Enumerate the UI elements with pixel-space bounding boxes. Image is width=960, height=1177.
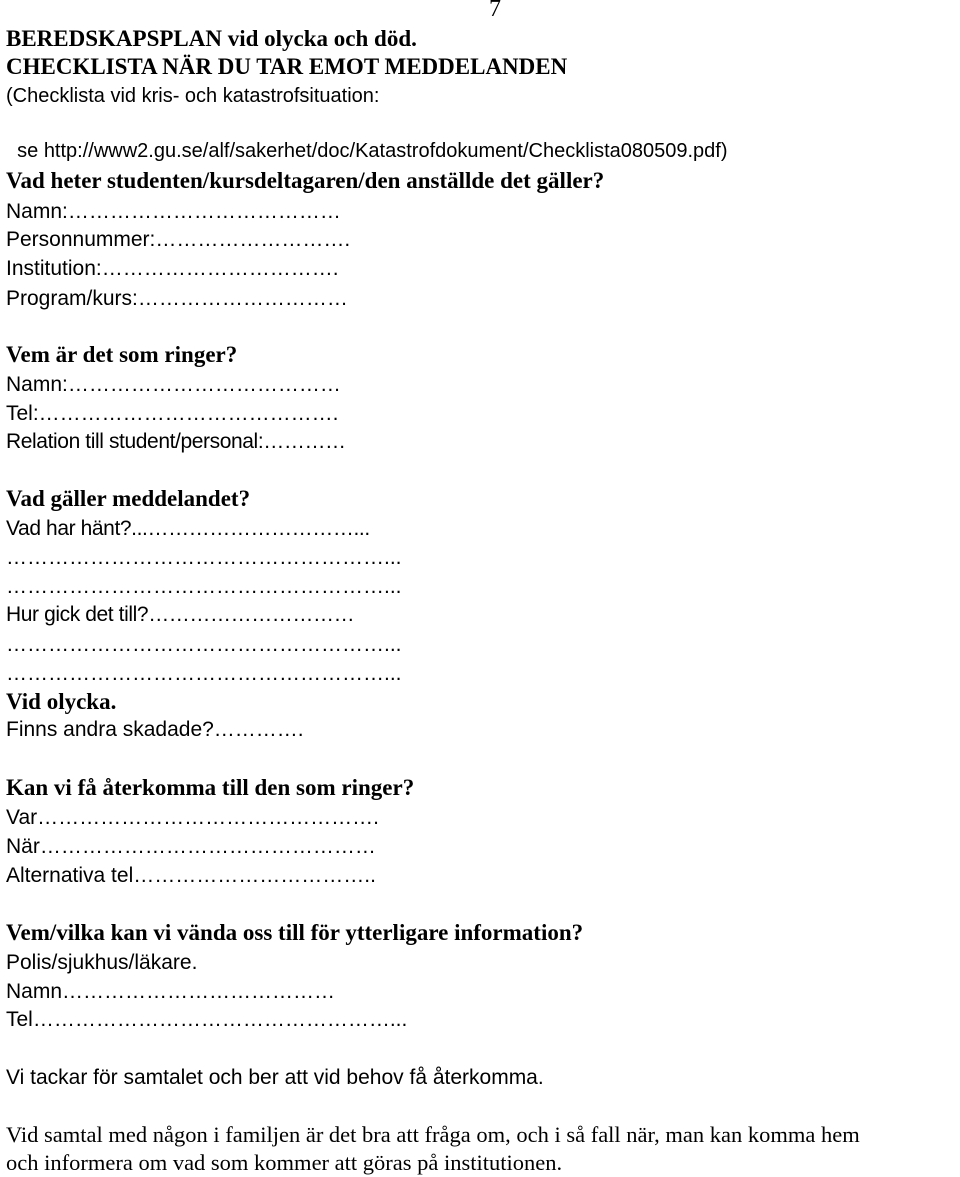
reference-url-line (6, 109, 728, 165)
student-program-field: Program/kurs:………………………… (6, 287, 348, 310)
info-name-field: Namn………………………………… (6, 980, 336, 1003)
student-personnummer-field: Personnummer:………………………. (6, 228, 351, 251)
reference-link[interactable]: http://www2.gu.se/alf/sakerhet/doc/Katastrofdokument/Checklista080509.pdf (43, 140, 721, 162)
student-name-field: Namn:………………………………… (6, 200, 341, 223)
document-subtitle: CHECKLISTA NÄR DU TAR EMOT MEDDELANDEN (6, 54, 568, 79)
message-what-happened: Vad har hänt?...…………………………... (6, 517, 370, 540)
message-heading: Vad gäller meddelandet? (6, 486, 251, 511)
message-how-happened: Hur gick det till?………………………… (6, 603, 355, 626)
info-tel-field: Tel……………………………………………... (6, 1008, 408, 1031)
student-institution-field: Institution:……………………………. (6, 257, 339, 280)
message-dots-line: ………………………………………………... (6, 575, 402, 598)
callback-where-field: Var…………………………………………. (6, 806, 379, 829)
caller-tel-field: Tel:……………………………………. (6, 402, 339, 425)
reference-line: (Checklista vid kris- och katastrofsituation: (6, 85, 380, 107)
reference-suffix: ) (720, 140, 728, 162)
callback-alt-tel-field: Alternativa tel…………………………….. (6, 864, 376, 887)
caller-heading: Vem är det som ringer? (6, 342, 238, 367)
accident-label: Vid olycka. (6, 689, 117, 714)
caller-name-field: Namn:………………………………… (6, 373, 341, 396)
document-title: BEREDSKAPSPLAN vid olycka och död. (6, 26, 417, 51)
student-heading: Vad heter studenten/kursdeltagaren/den anställde det gäller? (6, 168, 605, 193)
info-authorities: Polis/sjukhus/läkare. (6, 951, 198, 974)
info-heading: Vem/vilka kan vi vända oss till för ytterligare information? (6, 920, 584, 945)
message-dots-line: ………………………………………………... (6, 546, 402, 569)
message-dots-line: ………………………………………………... (6, 662, 402, 685)
callback-when-field: När………………………………………… (6, 835, 376, 858)
reference-prefix: se (17, 140, 44, 162)
closing-thanks: Vi tackar för samtalet och ber att vid behov få återkomma. (6, 1066, 544, 1089)
page-number: 7 (489, 0, 501, 22)
others-injured-field: Finns andra skadade?…………. (6, 718, 304, 741)
closing-family-line-2: och informera om vad som kommer att göras på institutionen. (6, 1150, 563, 1175)
closing-family-line-1: Vid samtal med någon i familjen är det bra att fråga om, och i så fall när, man kan komma hem (6, 1122, 860, 1147)
message-dots-line: ………………………………………………... (6, 633, 402, 656)
caller-relation-field: Relation till student/personal:………… (6, 430, 346, 453)
callback-heading: Kan vi få återkomma till den som ringer? (6, 775, 415, 800)
